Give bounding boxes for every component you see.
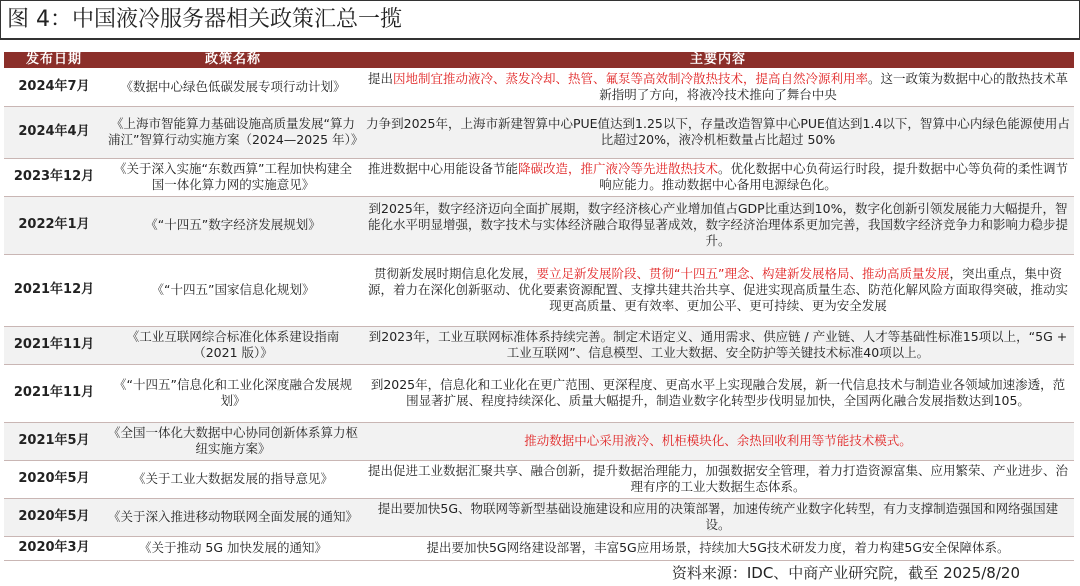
row-policy-name: 《“十四五”信息化和工业化深度融合发展规划》 (104, 364, 362, 422)
table-row (4, 364, 1074, 422)
row-content (362, 106, 1074, 158)
row-policy-name: 《工业互联网综合标准化体系建设指南（2021 版）》 (104, 326, 362, 364)
row-policy-name: 《“十四五”数字经济发展规划》 (104, 196, 362, 254)
table-header (4, 52, 1074, 68)
policy-table-container (4, 52, 1074, 561)
content-highlight: 要立足新发展阶段、贯彻“十四五”理念、构建新发展格局、推动高质量发展 (536, 266, 950, 281)
row-date: 2020年5月 (4, 498, 104, 536)
row-date: 2024年7月 (4, 68, 104, 106)
row-policy-name: 《全国一体化大数据中心协同创新体系算力枢纽实施方案》 (104, 422, 362, 460)
row-policy-name: 《“十四五”国家信息化规划》 (104, 254, 362, 326)
table-row (4, 498, 1074, 536)
row-content (362, 422, 1074, 460)
row-date: 2021年11月 (4, 326, 104, 364)
content-text: 贯彻新发展时期信息化发展， (374, 266, 537, 281)
content-text: 。优化数据中心负荷运行时段，提升数据中心等负荷的柔性调节响应能力。推动数据中心备用电源绿色化。 (599, 161, 1069, 192)
table-row (4, 254, 1074, 326)
row-date: 2021年12月 (4, 254, 104, 326)
row-date: 2020年5月 (4, 460, 104, 498)
table-row (4, 196, 1074, 254)
row-policy-name: 《关于深入实施“东数西算”工程加快构建全国一体化算力网的实施意见》 (104, 158, 362, 196)
content-text: 提出要加快5G网络建设部署，丰富5G应用场景，持续加大5G技术研发力度，着力构建5G安全保障体系。 (426, 540, 1010, 555)
row-date: 2022年1月 (4, 196, 104, 254)
header-content: 主要内容 (362, 52, 1074, 68)
content-text: 提出 (367, 70, 393, 86)
row-content (362, 536, 1074, 560)
row-date: 2020年3月 (4, 536, 104, 560)
row-date: 2024年4月 (4, 106, 104, 158)
content-text: ，突出重点，集中资源，着力在深化创新驱动、优化要素资源配置、支撑共建共治共享、促进实现高质量生态、防范化解风险方面取得突破，推动实现更高质量、更有效率、更加公平、更可持续、更为安全发展 (367, 266, 1068, 313)
row-content (362, 364, 1074, 422)
figure-title: 图 4：中国液冷服务器相关政策汇总一揽 (0, 0, 1080, 40)
row-policy-name: 《上海市智能算力基础设施高质量发展“算力浦江”智算行动实施方案（2024—2025 年）》 (104, 106, 362, 158)
row-date: 2021年11月 (4, 364, 104, 422)
content-text: 到2023年，工业互联网标准体系持续完善。制定术语定义、通用需求、供应链 / 产业链、人才等基础性标准15项以上，“5G + 工业互联网”、信息模型、工业大数据、安全防护等关键技术标准40项以上。 (368, 329, 1068, 360)
table-body (4, 68, 1074, 560)
table-row (4, 68, 1074, 106)
content-highlight: 推动数据中心采用液冷、机柜模块化、余热回收利用等节能技术模式。 (524, 433, 912, 448)
row-date: 2023年12月 (4, 158, 104, 196)
row-policy-name: 《关于深入推进移动物联网全面发展的通知》 (104, 498, 362, 536)
row-content (362, 254, 1074, 326)
table-row (4, 536, 1074, 560)
row-policy-name: 《关于工业大数据发展的指导意见》 (104, 460, 362, 498)
row-policy-name: 《数据中心绿色低碳发展专项行动计划》 (104, 68, 362, 106)
row-content (362, 68, 1074, 106)
row-date: 2021年5月 (4, 422, 104, 460)
table-row (4, 158, 1074, 196)
row-content (362, 158, 1074, 196)
source-note: 资料来源：IDC、中商产业研究院，截至 2025/8/20 (671, 564, 1020, 582)
content-text: 推进数据中心用能设备节能 (367, 161, 518, 176)
table-row (4, 460, 1074, 498)
content-text: 。这一政策为数据中心的散热技术革新指明了方向，将液冷技术推向了舞台中央 (599, 70, 1069, 102)
header-date: 发布日期 (4, 52, 104, 68)
table-row (4, 422, 1074, 460)
content-text: 提出要加快5G、物联网等新型基础设施建设和应用的决策部署，加速传统产业数字化转型，有力支撑制造强国和网络强国建设。 (377, 501, 1059, 532)
content-text: 力争到2025年，上海市新建智算中心PUE值达到1.25以下，存量改造智算中心PUE值达到1.4以下，智算中心内绿色能源使用占比超过20%，液冷机柜数量占比超过 50% (366, 116, 1070, 147)
row-content (362, 498, 1074, 536)
content-text: 到2025年，信息化和工业化在更广范围、更深程度、更高水平上实现融合发展，新一代信息技术与制造业各领域加速渗透，范围显著扩展、程度持续深化、质量大幅提升，制造业数字化转型步伐明显加快，全国两化融合发展指数达到105。 (370, 377, 1066, 408)
table-row (4, 106, 1074, 158)
row-content (362, 460, 1074, 498)
row-policy-name: 《关于推动 5G 加快发展的通知》 (104, 536, 362, 560)
header-name: 政策名称 (104, 52, 362, 68)
row-content (362, 196, 1074, 254)
table-row (4, 326, 1074, 364)
content-highlight: 降碳改造，推广液冷等先进散热技术 (517, 161, 718, 176)
content-text: 提出促进工业数据汇聚共享、融合创新，提升数据治理能力，加强数据安全管理，着力打造资源富集、应用繁荣、产业进步、治理有序的工业大数据生态体系。 (367, 463, 1068, 494)
content-highlight: 因地制宜推动液冷、蒸发冷却、热管、氟泵等高效制冷散热技术，提高自然冷源利用率 (392, 70, 868, 86)
policy-table (4, 52, 1074, 561)
content-text: 到2025年，数字经济迈向全面扩展期，数字经济核心产业增加值占GDP比重达到10%，数字化创新引领发展能力大幅提升，智能化水平明显增强，数字技术与实体经济融合取得显著成效，数字经济治理体系更加完善，我国数字经济竞争力和影响力稳步提升。 (367, 201, 1068, 248)
row-content (362, 326, 1074, 364)
